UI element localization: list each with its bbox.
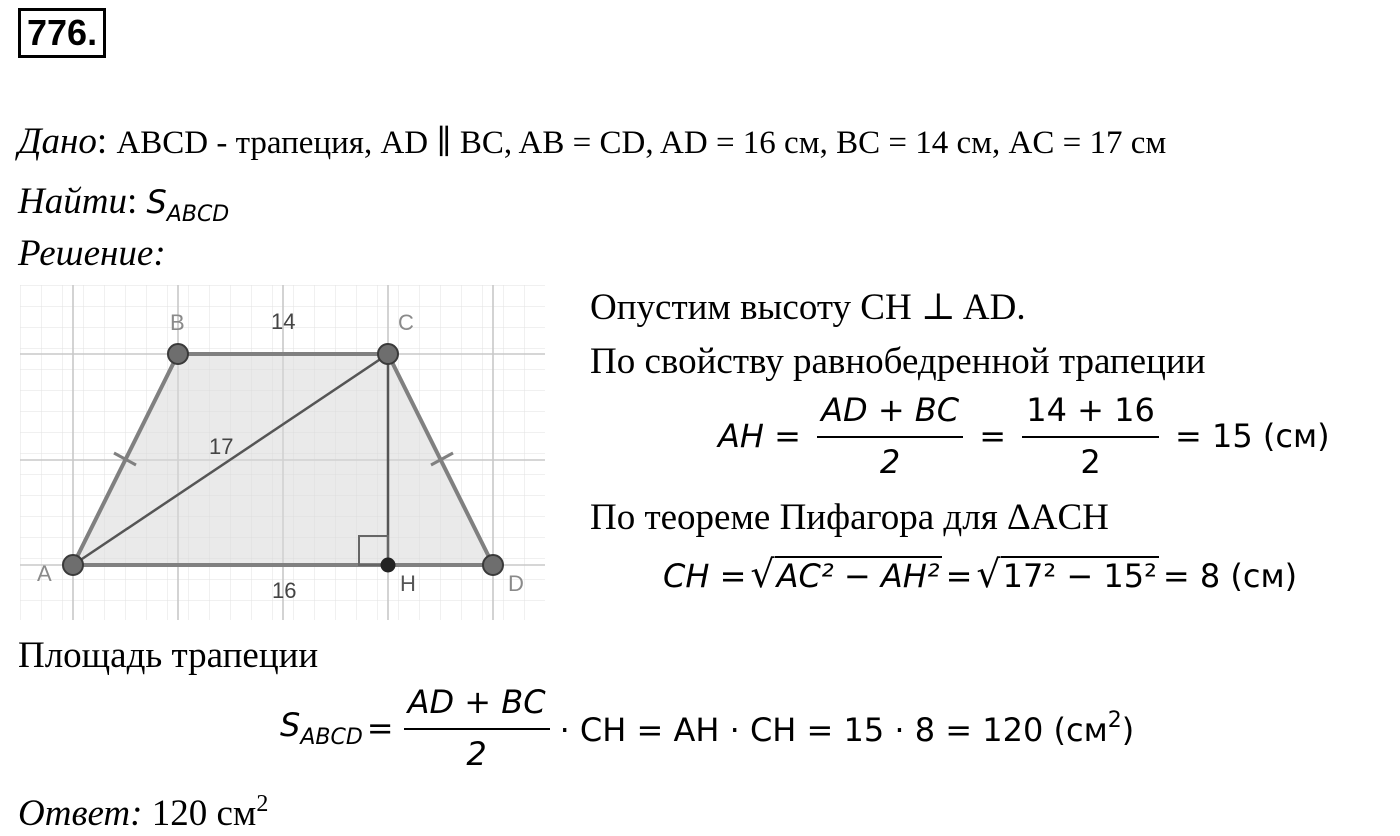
given-text: ABCD - трапеция, AD ∥ BC, AB = CD, AD = 16 см, BC = 14 см, AC = 17 см [116, 125, 1167, 161]
area-frac-num: AD + BC [404, 682, 550, 730]
area-formula [280, 682, 1134, 774]
point-c [378, 344, 398, 364]
area-s [280, 706, 363, 750]
area-sup: 2 [1107, 707, 1122, 733]
answer-label: Ответ: [18, 793, 143, 834]
solution-label-text: Решение [18, 233, 154, 274]
problem-number: 776. [18, 8, 106, 58]
label-a: A [37, 561, 52, 586]
find-line: Найти: $S_{ABCD}$ [18, 181, 230, 227]
ah-frac-1-num: AD + BC [817, 390, 963, 438]
label-bc: 14 [271, 309, 296, 334]
area-s-sub: ABCD [300, 725, 363, 750]
area-label: Площадь трапеции [18, 635, 319, 676]
ah-eq: = [979, 417, 1007, 455]
ah-rhs: = 15 (см) [1175, 417, 1330, 455]
solution-label: Решение: [18, 233, 166, 274]
sqrt-sign-1: √ [750, 552, 775, 596]
given-label: Дано [18, 121, 97, 162]
area-rest [559, 707, 1135, 749]
label-d: D [508, 571, 524, 596]
find-s: S [146, 183, 167, 221]
ch-rhs: = 8 (см) [1162, 557, 1298, 595]
answer-line [18, 782, 268, 836]
find-sub: ABCD [166, 202, 230, 227]
given-line: Дано: ABCD - трапеция, AD ∥ BC, AB = CD, AD = 16 см, BC = 14 см, AC = 17 см [18, 121, 1167, 162]
label-ad: 16 [272, 578, 297, 603]
ah-formula [718, 390, 1330, 482]
ch-radicand-2: 17² − 15² [1002, 557, 1157, 595]
ah-lhs: AH = [718, 417, 801, 455]
step-3: По теореме Пифагора для ΔACH [590, 497, 1109, 538]
answer-value: 120 см [151, 793, 257, 834]
label-h: H [400, 571, 416, 596]
trapezoid-figure [20, 285, 545, 620]
label-ac: 17 [209, 434, 234, 459]
area-s-letter: S [280, 706, 301, 744]
step-1: Опустим высоту CH ⊥ AD. [590, 287, 1026, 328]
ch-lhs: CH = [663, 557, 747, 595]
find-label: Найти [18, 181, 127, 222]
sqrt-sign-2: √ [976, 552, 1001, 596]
point-b [168, 344, 188, 364]
ah-frac-1-den: 2 [879, 443, 901, 481]
area-close: ) [1121, 710, 1135, 749]
ah-frac-2 [1022, 390, 1159, 482]
area-rest-text: · CH = AH · CH = 15 · 8 = 120 (см [559, 710, 1108, 749]
point-d [483, 555, 503, 575]
ah-frac-2-num: 14 + 16 [1022, 390, 1159, 438]
ch-formula [663, 552, 1297, 596]
answer-sup: 2 [256, 791, 269, 817]
point-a [63, 555, 83, 575]
ch-eq: = [945, 557, 973, 595]
label-b: B [170, 310, 185, 335]
ah-frac-1 [817, 390, 963, 482]
ch-radicand-1: AC² − AH² [776, 557, 940, 595]
step-2: По свойству равнобедренной трапеции [590, 341, 1206, 382]
point-h [381, 558, 395, 572]
area-frac [404, 682, 550, 774]
area-eq: = [366, 709, 394, 747]
ah-frac-2-den: 2 [1080, 443, 1101, 481]
area-frac-den: 2 [466, 735, 487, 773]
label-c: C [398, 310, 414, 335]
